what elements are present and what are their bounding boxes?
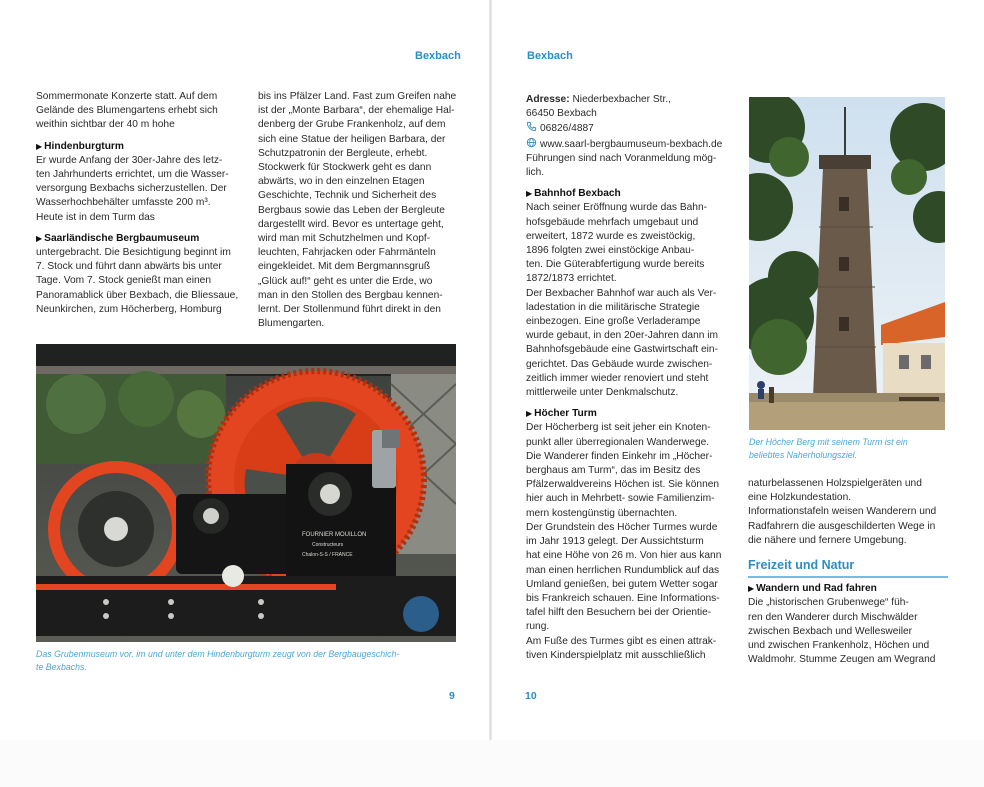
subheading-bahnhof bbox=[526, 187, 731, 201]
text-line: hofsgebäude mehrfach umgebaut und bbox=[526, 216, 699, 228]
caption-line: beliebtes Naherholungsziel. bbox=[749, 449, 858, 460]
text-line: Sommermonate Konzerte statt. Auf dem bbox=[36, 91, 218, 102]
address-label: Adresse: bbox=[526, 94, 570, 105]
website-link[interactable]: www.saarl-bergbaumuseum-bexbach.de bbox=[540, 138, 723, 150]
subheading-label: Wandern und Rad fahren bbox=[756, 583, 877, 595]
text-line: dargestellt wird. Bevor es untertage geht, bbox=[258, 218, 444, 230]
globe-icon bbox=[526, 137, 537, 148]
triangle-bullet-icon: ▶ bbox=[36, 233, 43, 243]
maker-plate-text-1: FOURNIER MOUILLON bbox=[302, 532, 367, 538]
text-line: Waldmohr. Stumme Zeugen am Wegrand bbox=[748, 654, 936, 666]
text-line: „Glück auf!“ geht es unter die Erde, wo bbox=[258, 275, 433, 287]
caption-line: Das Grubenmuseum vor, im und unter dem Hindenburgturm zeugt von der Bergbaugeschich- bbox=[36, 649, 400, 659]
text-line: untergebracht. Die Besichtigung beginnt im bbox=[36, 247, 231, 259]
text-line: Die Wanderer finden Einkehr im „Höcher- bbox=[526, 450, 713, 462]
triangle-bullet-icon: ▶ bbox=[526, 189, 533, 199]
subheading-label: Hindenburgturm bbox=[44, 140, 124, 152]
text-line: Stockwerk für Stockwerk geht es dann bbox=[258, 162, 432, 174]
text-line: Geschichte, Technik und Sicherheit des bbox=[258, 190, 437, 202]
text-line: Der Grundstein des Höcher Turmes wurde bbox=[526, 521, 718, 533]
subheading-label: Höcher Turm bbox=[534, 408, 597, 420]
text-line: Nach seiner Eröffnung wurde das Bahn- bbox=[526, 202, 708, 214]
text-line: und zwischen Frankenholz, Höchen und bbox=[748, 640, 930, 652]
website-line bbox=[526, 137, 731, 152]
subheading-museum bbox=[36, 232, 241, 246]
text-line: man in den Stollen des Bergbau kennen- bbox=[258, 289, 443, 301]
text-line: mern kostengünstig übernachten. bbox=[526, 507, 678, 519]
text-line: ten. Die Güterabfertigung wurde bereits bbox=[526, 259, 705, 271]
phone-number: 06826/4887 bbox=[540, 123, 594, 135]
section-title-freizeit: Freizeit und Natur bbox=[748, 558, 948, 578]
text-line: punkt aller überregionalen Wanderwege. bbox=[526, 436, 710, 448]
text-line: lernt. Der Stollenmund führt direkt in den bbox=[258, 304, 441, 316]
text-line: leuchten, Fahrjacken oder Fahrmänteln bbox=[258, 247, 436, 259]
intro-text bbox=[36, 90, 241, 133]
text-line: ist der „Monte Barbara“, der ehemalige Hal- bbox=[258, 105, 455, 117]
text-line: Neunkirchen, zum Höcherberg, Homburg bbox=[36, 303, 222, 315]
left-column-1 bbox=[36, 90, 241, 317]
text-line: Führungen sind nach Voranmeldung mög- bbox=[526, 152, 717, 164]
maker-plate-text-2: Constructeurs bbox=[312, 542, 344, 548]
text-line: eine Holzkundestation. bbox=[748, 492, 852, 504]
text-line: Bergbaus sowie das Leben der Bergleute bbox=[258, 204, 445, 216]
maker-plate-text-3: Chalon-S-S / FRANCE bbox=[302, 552, 353, 558]
text-line: Panoramablick über Bexbach, die Bliessaue, bbox=[36, 289, 239, 301]
text-line: Bahnhofsgebäude eine Gastwirtschaft ein- bbox=[526, 344, 718, 356]
text-line: versorgung Bexbachs sicherzustellen. Der bbox=[36, 183, 227, 195]
subheading-hoecher-turm bbox=[526, 407, 731, 421]
triangle-bullet-icon: ▶ bbox=[36, 141, 43, 151]
right-column-1 bbox=[526, 93, 731, 663]
text-line: denberg der Grube Frankenholz, auf dem bbox=[258, 119, 446, 131]
text-line: im Jahr 1913 gelegt. Der Aussichtsturm bbox=[526, 536, 704, 548]
mining-wheel-photo bbox=[36, 344, 456, 642]
text-line: 7. Stock und führt dann abwärts bis unter bbox=[36, 261, 222, 273]
text-line: wurde gebaut, in den 20er-Jahren dann im bbox=[526, 330, 718, 342]
text-line: lich. bbox=[526, 167, 545, 179]
text-line: bis Frankreich schauen. Eine Informations- bbox=[526, 592, 720, 604]
text-line: hier auch in Mehrbett- sowie Familienzim- bbox=[526, 493, 715, 505]
running-header-left: Bexbach bbox=[415, 50, 461, 62]
subheading-label: Bahnhof Bexbach bbox=[534, 188, 621, 200]
text-line: einbezogen. Eine große Verladerampe bbox=[526, 316, 701, 328]
text-line: Die „historischen Grubenwege“ füh- bbox=[748, 597, 909, 609]
text-line: Gelände des Blumengartens erhebt sich bbox=[36, 105, 218, 117]
text-line: Der Höcherberg ist seit jeher ein Knoten- bbox=[526, 422, 711, 434]
text-line: bis ins Pfälzer Land. Fast zum Greifen nahe bbox=[258, 91, 457, 102]
caption-line: te Bexbachs. bbox=[36, 661, 87, 672]
text-line: man einen herrlichen Rundumblick auf das bbox=[526, 564, 720, 576]
mining-wheel-illustration bbox=[36, 344, 456, 642]
text-line: Am Fuße des Turmes gibt es einen attrak- bbox=[526, 635, 717, 647]
text-line: Tage. Vom 7. Stock genießt man einen bbox=[36, 275, 211, 287]
running-header-right: Bexbach bbox=[527, 50, 573, 62]
text-line: naturbelassenen Holzspielgeräten und bbox=[748, 478, 922, 489]
text-line: rung. bbox=[526, 621, 550, 633]
text-line: Umland genießen, bei gutem Wetter sogar bbox=[526, 578, 718, 590]
text-line: zeitlich immer wieder renoviert und steht bbox=[526, 372, 709, 384]
subheading-wandern bbox=[748, 582, 948, 596]
text-line: ladestation in die militärische Strategie bbox=[526, 301, 700, 313]
text-line: gerichtet. Das Gebäude wurde zwischen- bbox=[526, 358, 713, 370]
text-line: tiven Kinderspielplatz mit ausschließlich bbox=[526, 649, 706, 661]
text-line: Schutzpatronin der Bergleute, erhebt. bbox=[258, 147, 428, 159]
right-column-2 bbox=[748, 477, 948, 667]
text-line: wird man mit Schutzhelmen und Kopf- bbox=[258, 233, 431, 245]
text-line: Der Bexbacher Bahnhof war auch als Ver- bbox=[526, 287, 717, 299]
photo-caption-left bbox=[36, 648, 461, 673]
text-line: eingekleidet. Mit dem Bergmannsgruß bbox=[258, 261, 431, 273]
text-line: erweitert, 1872 wurde es zweistöckig, bbox=[526, 230, 696, 242]
page-number-right: 10 bbox=[525, 690, 537, 702]
text-line: berghaus am Turm“, das im Besitz des bbox=[526, 465, 701, 477]
tower-illustration bbox=[749, 97, 945, 430]
left-column-2 bbox=[258, 90, 463, 331]
text-line: Informationstafeln weisen Wanderern und bbox=[748, 506, 937, 518]
text-line: hat eine Höhe von 26 m. Von hier aus kann bbox=[526, 550, 722, 562]
photo-caption-right bbox=[749, 436, 949, 461]
right-page bbox=[492, 0, 984, 740]
left-page bbox=[0, 0, 490, 740]
text-line: Pfälzerwaldvereins Höchen ist. Sie können bbox=[526, 479, 720, 491]
phone-line bbox=[526, 121, 731, 136]
text-line: die nähere und fernere Umgebung. bbox=[748, 534, 907, 546]
subheading-label: Saarländische Bergbaumuseum bbox=[44, 232, 200, 244]
phone-icon bbox=[526, 121, 537, 132]
text-line: zwischen Bexbach und Wellesweiler bbox=[748, 625, 913, 637]
text-line: tafel hilft den Besuchern bei der Orientie- bbox=[526, 607, 712, 619]
text-line: abwärts, wo in den einzelnen Etagen bbox=[258, 176, 425, 188]
text-line: Wasserhochbehälter umfasste 200 m³. bbox=[36, 197, 211, 209]
triangle-bullet-icon: ▶ bbox=[526, 409, 533, 419]
text-line: sich eine Statue der heiligen Barbara, der bbox=[258, 133, 446, 145]
text-line: Heute ist in dem Turm das bbox=[36, 211, 155, 223]
text-line: 1872/1873 errichtet. bbox=[526, 273, 617, 285]
address-city: 66450 Bexbach bbox=[526, 108, 597, 120]
text-line: ren den Wanderer durch Mischwälder bbox=[748, 611, 918, 623]
hoecher-turm-photo bbox=[749, 97, 945, 430]
caption-line: Der Höcher Berg mit seinem Turm ist ein bbox=[749, 437, 908, 447]
text-line: Radfahrern die ausgeschilderten Wege in bbox=[748, 520, 936, 532]
page-number-left: 9 bbox=[449, 690, 455, 702]
text-line: Blumengarten. bbox=[258, 318, 325, 330]
text-line: ten Jahrhunderts errichtet, um die Wasser- bbox=[36, 169, 229, 181]
address-line bbox=[526, 93, 731, 107]
scan-margin bbox=[0, 740, 984, 787]
text-line: 1896 folgten zwei einstöckige Anbau- bbox=[526, 245, 695, 257]
text-line: mittlerweile unter Denkmalschutz. bbox=[526, 387, 679, 399]
subheading-hindenburgturm bbox=[36, 140, 241, 154]
text-line: weithin sichtbar der 40 m hohe bbox=[36, 119, 175, 131]
address-street: Niederbexbacher Str., bbox=[572, 94, 671, 105]
triangle-bullet-icon: ▶ bbox=[748, 584, 755, 594]
text-line: Er wurde Anfang der 30er-Jahre des letz- bbox=[36, 154, 223, 166]
